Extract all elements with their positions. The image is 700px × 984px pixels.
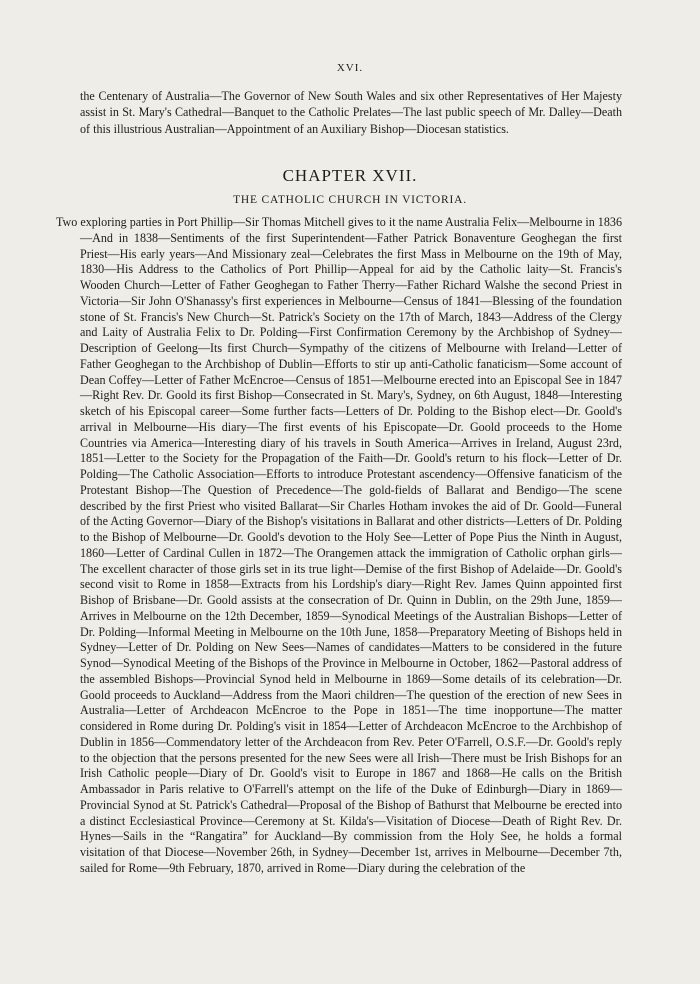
page-number: XVI. bbox=[336, 62, 364, 74]
chapter-subtitle: THE CATHOLIC CHURCH IN VICTORIA. bbox=[233, 194, 467, 206]
chapter-summary-paragraph: Two exploring parties in Port Phillip—Sir Thomas Mitchell gives to it the name Australia Felix—Melbourne in 1836—And in 1838—Sentiments of the first Superintendent—Father Patrick Bonaventure Geoghegan the first Priest—His early years—And Missionary zeal—Celebrates the first Mass in Melbourne on the 19th of May, 1830—His Address to the Catholics of Port Phillip—Appeal for aid by the Catholic laity—St. Francis's Wooden Church—Letter of Father Geoghegan to Father Therry—Father Richard Walshe the second Priest in Victoria—Sir John O'Shanassy's first experiences in Melbourne—Census of 1841—Blessing of the foundation stone of St. Francis's New Church—St. Patrick's Society on the 17th of March, 1843—Address of the Clergy and Laity of Australia Felix to Dr. Polding—First Confirmation Ceremony by the Archbishop of Sydney—Description of Geelong—Its first Church—Sympathy of the citizens of Melbourne with Ireland—Letter of Father Geoghegan to the Archbishop of Dublin—Efforts to stir up anti-Catholic fanaticism—Some account of Dean Coffey—Letter of Father McEncroe—Census of 1851—Melbourne erected into an Episcopal See in 1847—Right Rev. Dr. Goold its first Bishop—Consecrated in St. Mary's, Sydney, on 6th August, 1848—Interesting sketch of his Episcopal career—Some further facts—Letters of Dr. Polding to the Bishop elect—Dr. Goold's arrival in Melbourne—His diary—The first events of his Episcopate—Dr. Goold proceeds to the Home Countries via America—Interesting diary of his travels in South America—Arrives in Ireland, August 23rd, 1851—Letter to the Society for the Propagation of the Faith—Dr. Goold's return to his flock—Letter of Dr. Polding—The Catholic Association—Efforts to introduce Protestant ascendency—Offensive fanaticism of the Protestant Bishop—The Question of Precedence—The gold-fields of Ballarat and Bendigo—The scene described by the first Priest who visited Ballarat—Sir Charles Hotham invokes the aid of Dr. Goold—Funeral of the Acting Governor—Diary of the Bishop's visitations in Ballarat and other districts—Letters of Dr. Polding to the Bishop of Melbourne—Dr. Goold's devotion to the Holy See—Letter of Pope Pius the Ninth in August, 1860—Letter of Cardinal Cullen in 1872—The Orangemen attack the immigration of Catholic orphan girls—The excellent character of those girls set in its true light—Demise of the first Bishop of Adelaide—Dr. Goold's second visit to Rome in 1858—Extracts from his Lordship's diary—Right Rev. James Quinn appointed first Bishop of Brisbane—Dr. Goold assists at the consecration of Dr. Quinn in Dublin, on the 29th June, 1859—Arrives in Melbourne on the 12th December, 1859—Synodical Meetings of the Australian Bishops—Letter of Dr. Polding—Informal Meeting in Melbourne on the 10th June, 1858—Preparatory Meeting of Bishops held in Sydney—Letter of Dr. Polding on New Sees—Names of candidates—Matters to be considered in the future Synod—Synodical Meeting of the Bishops of the Province in Melbourne in October, 1862—Pastoral address of the assembled Bishops—Provincial Synod held in Melbourne in 1869—Some details of its celebration—Dr. Goold proceeds to Auckland—Address from the Maori children—The question of the erection of new Sees in Australia—Letter of Archdeacon McEncroe to the Pope in 1851—The time inopportune—The matter considered in Rome during Dr. Polding's visit in 1854—Letter of Archdeacon McEncroe to the Archbishop of Dublin in 1856—Commendatory letter of the Archdeacon from Rev. Peter O'Farrell, O.S.F.—Dr. Goold's reply to the objection that the persons presented for the new Sees were all Irish—There must be Irish Bishops for an Irish Catholic people—Diary of Dr. Goold's visit to Europe in 1867 and 1868—He calls on the British Ambassador in Paris relative to O'Farrell's attempt on the life of the Duke of Edinburgh—Diary in 1869—Provincial Synod at St. Patrick's Cathedral—Proposal of the Bishop of Bathurst that Melbourne be erected into a distinct Ecclesiastical Province—Ceremony at St. Kilda's—Visitation of Diocese—Death of Right Rev. Dr. Hynes—Sails in the “Rangatira” for Auckland—By commission from the Holy See, he holds a formal visitation of that Diocese—November 26th, in Sydney—December 1st, arrives in Melbourne—December 7th, sailed for Rome—9th February, 1870, arrived in Rome—Diary during the celebration of the bbox=[56, 215, 622, 875]
intro-paragraph: the Centenary of Australia—The Governor of New South Wales and six other Representatives of Her Majesty assist in St. Mary's Cathedral—Banquet to the Catholic Prelates—The last public speech of Mr. Dalley—Death of this illustrious Australian—Appointment of an Auxiliary Bishop—Diocesan statistics. bbox=[80, 89, 622, 136]
chapter-title: CHAPTER XVII. bbox=[282, 166, 418, 185]
